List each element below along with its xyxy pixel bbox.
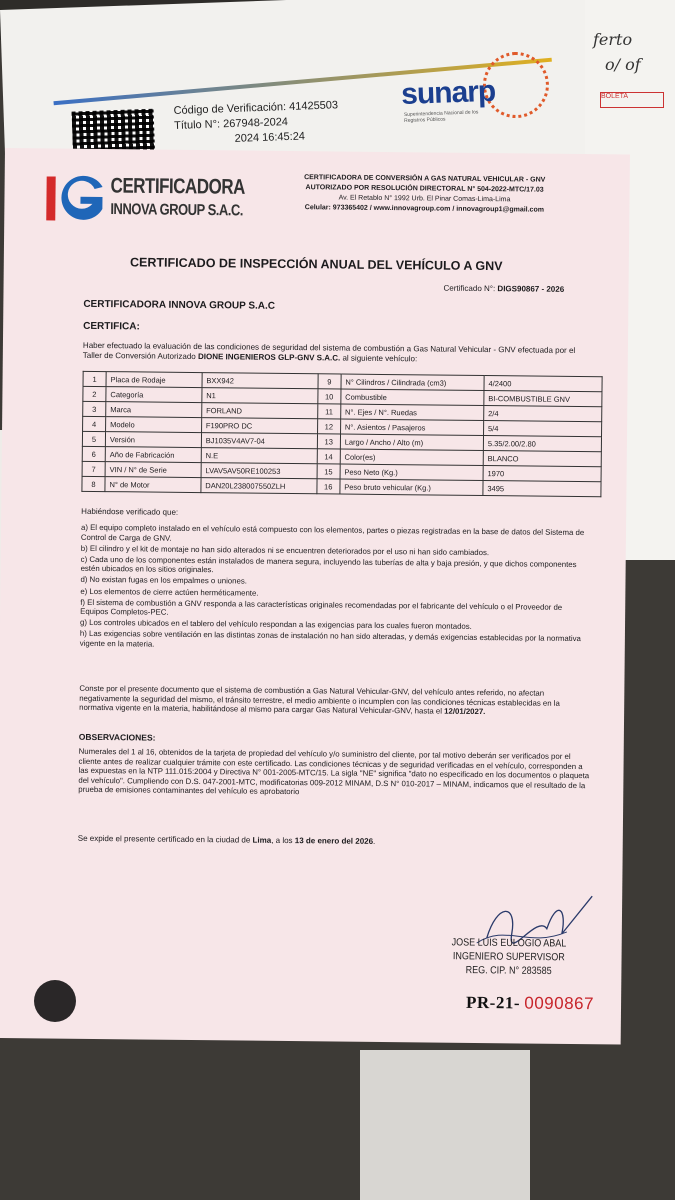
verification-item: c) Cada uno de los componentes están instalados de manera segura, incluyendo las tuberías de alta y baja presión, y que dichos componentes estén ubicados en los sitios originales. [80, 554, 577, 575]
boleta-box: BOLETA [600, 92, 664, 108]
table-cell: BJ1035V4AV7-04 [201, 433, 317, 449]
logo-line2: INNOVA GROUP S.A.C. [110, 199, 244, 219]
certifica-heading: CERTIFICA: [83, 320, 140, 333]
title-number: Título N°: 267948-2024 [173, 116, 289, 132]
handwriting: ferto [593, 30, 633, 49]
table-cell: BLANCO [483, 451, 601, 467]
verification-item: e) Los elementos de cierre actúen herméticamente. [80, 586, 259, 598]
issue-text: Se expide el presente certificado en la ciudad de [77, 833, 251, 845]
table-cell: Versión [105, 432, 201, 448]
certificate-number [444, 284, 565, 294]
table-cell: Año de Fabricación [105, 447, 201, 463]
verification-item: a) El equipo completo instalado en el vehículo está compuesto con los elementos, partes o piezas registradas en la base de datos del Sistema de Control de Carga de GNV. [80, 522, 585, 543]
signer-reg: REG. CIP. N° 283585 [465, 963, 552, 977]
header-line1: CERTIFICADORA DE CONVERSIÓN A GAS NATURAL VEHICULAR - GNV [304, 174, 546, 184]
table-cell: 15 [317, 464, 340, 479]
table-cell: LVAV5AV50RE100253 [201, 463, 317, 479]
certificate [0, 148, 630, 1044]
table-cell: 6 [82, 446, 105, 461]
table-cell: N°. Asientos / Pasajeros [340, 419, 483, 435]
table-cell: 4 [83, 416, 106, 431]
table-cell: 8 [82, 476, 105, 491]
cert-no-label: Certificado N°: [443, 283, 496, 294]
table-cell: F190PRO DC [201, 418, 317, 434]
logo-line1: CERTIFICADORA [110, 173, 245, 199]
header-text [274, 173, 574, 216]
table-cell: Color(es) [340, 449, 483, 465]
observaciones-text: Numerales del 1 al 16, obtenidos de la tarjeta de propiedad del vehículo y/o suministro del cliente, por tal motivo deberán ser verificados por el cliente antes de realizar cualquier trámite con este certificado. Las condiciones técnicas y de seguridad verificadas en el vehículo, corresponden a las expuestas en la NTP 111.015:2004 y Directiva N° 001-2005-MTC/15. La sigla "NE" significa "dato no especificado en los documentos o plaqueta del vehículo". Cumpliendo con D.S. 047-2001-MTC, modificatorias 009-2012 MINAM, D.S N° 010-2017 – MINAM, indicamos que el resultado de la prueba de emisiones contaminantes del vehículo es aprobatorio [78, 746, 590, 797]
taller-name: DIONE INGENIEROS GLP-GNV S.A.C. [197, 352, 341, 363]
table-cell: 1970 [483, 466, 601, 482]
header-line3: Av. El Retablo N° 1992 Urb. El Pinar Comas-Lima-Lima [338, 194, 511, 204]
table-cell: 11 [317, 404, 340, 419]
serial-prefix: PR-21- [465, 992, 521, 1013]
document-title: CERTIFICADO DE INSPECCIÓN ANUAL DEL VEHÍCULO A GNV [129, 255, 503, 274]
table-cell: Marca [106, 402, 202, 418]
table-cell: Combustible [341, 389, 484, 405]
issue-statement [78, 834, 376, 846]
table-cell: N.E [201, 448, 317, 464]
verification-items [80, 523, 593, 655]
table-cell: 5/4 [483, 421, 601, 437]
signer-name: JOSE LUIS EULOGIO ABAL [451, 936, 567, 949]
table-cell: 7 [82, 461, 105, 476]
table-cell: 3 [83, 401, 106, 416]
conste-text: Conste por el presente documento que el sistema de combustión a Gas Natural Vehicular-GNV, del vehículo antes referido, no afectan negativamente la seguridad del mismo, el tránsito terrestre, el medio ambiente o incumplen con las condiciones técnicas establecidas en la normativa vigente en la materia, habilitándose al mismo para cargar Gas Natural Vehicular-GNV, hasta el [79, 683, 560, 716]
table-cell: 2/4 [484, 406, 602, 422]
table-cell: FORLAND [202, 403, 318, 419]
punch-hole [34, 980, 76, 1022]
table-cell: N°. Ejes / N°. Ruedas [340, 404, 483, 420]
table-cell: Largo / Ancho / Alto (m) [340, 434, 483, 450]
table-cell: 13 [317, 434, 340, 449]
table-cell: 1 [83, 371, 106, 386]
table-cell: N° de Motor [105, 477, 201, 493]
signer-role: INGENIERO SUPERVISOR [452, 949, 565, 963]
table-cell: 5.35/2.00/2.80 [483, 436, 601, 452]
table-cell: 2 [83, 386, 106, 401]
signer-block [451, 935, 566, 978]
vehicle-table [81, 371, 602, 497]
serial-value: 0090867 [524, 993, 595, 1014]
verification-item: h) Las exigencias sobre ventilación en las distintas zonas de instalación no han sido alteradas, y demás exigencias establecidas por la normativa vigente en la materia. [79, 629, 581, 649]
header-line4: Celular: 973365402 / www.innovagroup.com / innovagroup1@gmail.com [304, 204, 545, 214]
verification-item: g) Los controles ubicados en el tablero del vehículo respondan a las exigencias para los cuales fueron montados. [79, 618, 472, 632]
table-cell: VIN / N° de Serie [105, 462, 201, 478]
table-cell: 14 [317, 449, 340, 464]
handwriting: o/ of [605, 55, 641, 74]
verification-item: b) El cilindro y el kit de montaje no han sido alterados ni se encuentren deteriorados por el uso ni han sido cambiados. [80, 543, 490, 557]
cert-no-value: DIGS90867 - 2026 [497, 284, 565, 294]
verification-item: d) No existan fugas en los empalmes o uniones. [80, 575, 247, 587]
table-cell: Peso bruto vehicular (Kg.) [340, 479, 483, 495]
conste-paragraph [79, 684, 591, 718]
observaciones-heading: OBSERVACIONES: [78, 731, 156, 743]
company-name: CERTIFICADORA INNOVA GROUP S.A.C [83, 298, 276, 312]
table-cell: BI-COMBUSTIBLE GNV [484, 391, 602, 407]
table-cell: Modelo [106, 417, 202, 433]
issue-period: . [373, 836, 376, 846]
table-cell: N° Cilindros / Cilindrada (cm3) [341, 374, 484, 390]
table-cell: 12 [317, 419, 340, 434]
verification-item: f) El sistema de combustión a GNV responda a las características originales recomendadas por el fabricante del vehículo o el Proveedor de Equipos Completos-PEC. [80, 597, 563, 617]
table-cell: Placa de Rodaje [106, 372, 202, 388]
table-cell: DAN20L238007550ZLH [201, 478, 317, 494]
intro-text: Haber efectuado la evaluación de las condiciones de seguridad del sistema de combustión a Gas Natural Vehicular - GNV efectuada por el Taller de Conversión Autorizado [82, 340, 576, 362]
sunarp-logo: sunarp [400, 74, 496, 112]
table-cell: N1 [202, 388, 318, 404]
date-partial: 2024 16:45:24 [234, 130, 306, 145]
intro-text-end: al siguiente vehículo: [342, 353, 418, 364]
sunarp-subtitle: Superintendencia Nacional de los Registros Públicos [403, 109, 479, 124]
table-cell: Categoría [106, 387, 202, 403]
issue-date: 13 de enero del 2026 [294, 836, 374, 846]
header-line2: AUTORIZADO POR RESOLUCIÓN DIRECTORAL N° 504-2022-MTC/17.03 [305, 184, 544, 194]
table-cell: 10 [318, 389, 341, 404]
issue-text-mid: , a los [271, 835, 293, 846]
table-cell: 16 [317, 479, 340, 494]
table-cell: Peso Neto (Kg.) [340, 464, 483, 480]
table-cell: 3495 [483, 481, 601, 497]
expiry-date: 12/01/2027. [444, 706, 486, 717]
table-cell: 4/2400 [484, 376, 602, 392]
verification-code: Código de Verificación: 41425503 [173, 99, 339, 117]
floor-background [360, 1050, 530, 1200]
sunarp-info [173, 98, 339, 149]
verified-label: Habiéndose verificado que: [81, 506, 179, 517]
issue-city: Lima [252, 835, 272, 845]
table-cell: 9 [318, 374, 341, 389]
table-cell: BXX942 [202, 373, 318, 389]
table-cell: 5 [82, 431, 105, 446]
innova-logo-icon [44, 168, 107, 224]
intro-paragraph [83, 341, 583, 366]
serial-number [466, 993, 594, 1014]
